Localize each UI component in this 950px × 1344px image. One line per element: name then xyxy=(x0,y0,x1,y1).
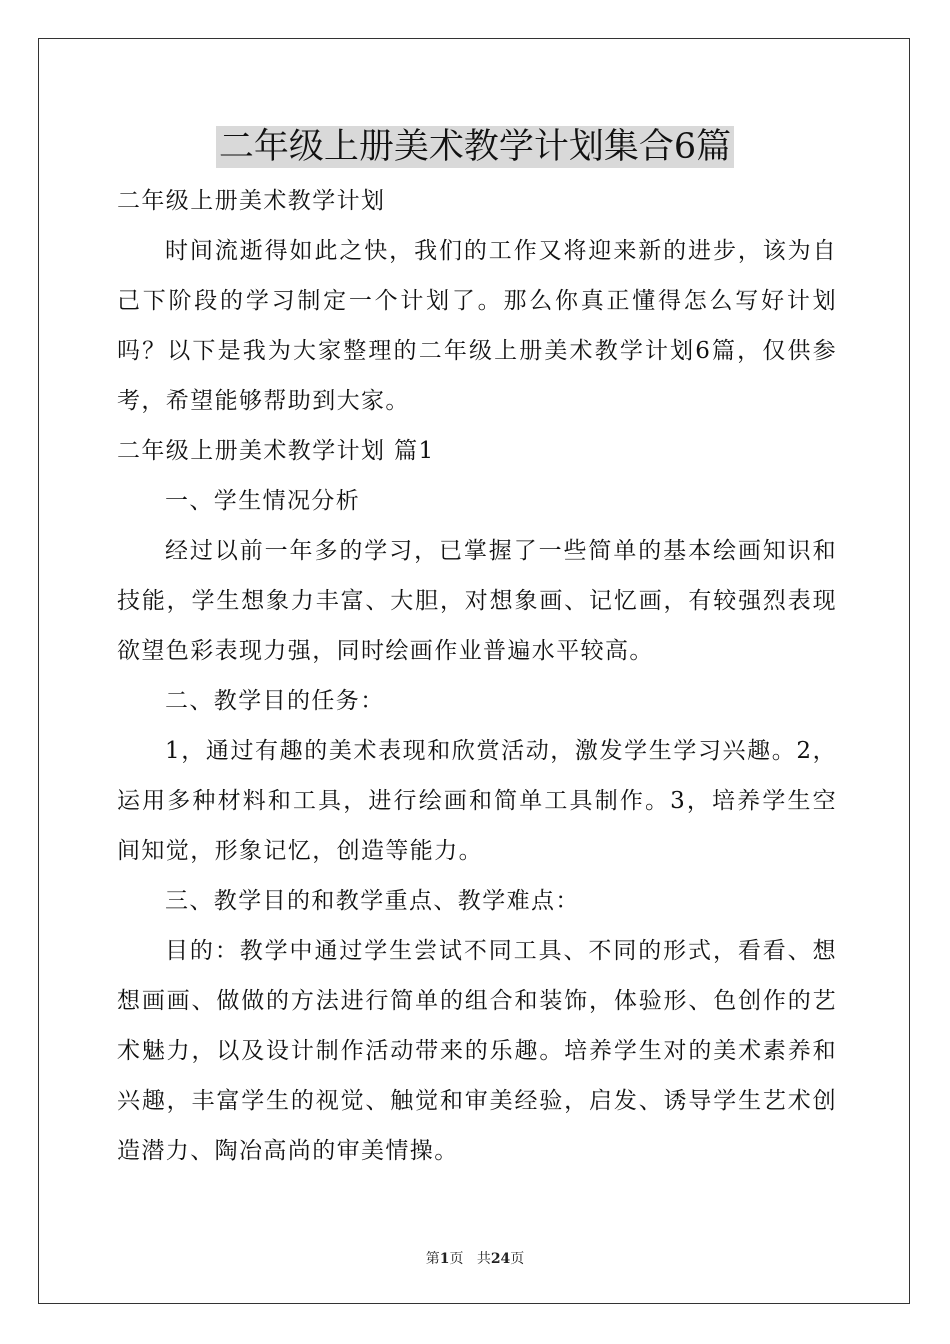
total-pages: 24 xyxy=(490,1251,511,1267)
subtitle: 二年级上册美术教学计划 xyxy=(117,188,386,214)
title-wrap xyxy=(0,126,950,168)
heading-student-analysis: 一、学生情况分析 xyxy=(165,488,361,514)
document-title: 二年级上册美术教学计划集合6篇 xyxy=(216,126,734,168)
page-number: 1 xyxy=(439,1251,450,1267)
document-body xyxy=(117,176,837,1176)
section-heading: 二年级上册美术教学计划 篇1 xyxy=(117,438,435,464)
heading-teaching-tasks: 二、教学目的任务： xyxy=(165,688,385,714)
total-suffix: 页 xyxy=(510,1251,525,1267)
intro-paragraph: 时间流逝得如此之快，我们的工作又将迎来新的进步，该为自己下阶段的学习制定一个计划了。那么你真正懂得怎么写好计划吗？以下是我为大家整理的二年级上册美术教学计划6篇，仅供参考，希望能够帮助到大家。 xyxy=(117,238,837,414)
total-prefix: 共 xyxy=(476,1251,491,1267)
page-footer xyxy=(0,1248,950,1268)
page-prefix: 第 xyxy=(425,1251,440,1267)
paragraph-teaching-tasks: 1，通过有趣的美术表现和欣赏活动，激发学生学习兴趣。2，运用多种材料和工具，进行绘画和简单工具制作。3，培养学生空间知觉，形象记忆，创造等能力。 xyxy=(117,738,837,864)
paragraph-teaching-goals: 目的：教学中通过学生尝试不同工具、不同的形式，看看、想想画画、做做的方法进行简单的组合和装饰，体验形、色创作的艺术魅力，以及设计制作活动带来的乐趣。培养学生对的美术素养和兴趣，丰富学生的视觉、触觉和审美经验，启发、诱导学生艺术创造潜力、陶冶高尚的审美情操。 xyxy=(117,938,837,1164)
page-suffix: 页 xyxy=(449,1251,464,1267)
heading-teaching-goals: 三、教学目的和教学重点、教学难点： xyxy=(165,888,580,914)
paragraph-student-analysis: 经过以前一年多的学习，已掌握了一些简单的基本绘画知识和技能，学生想象力丰富、大胆，对想象画、记忆画，有较强烈表现欲望色彩表现力强，同时绘画作业普遍水平较高。 xyxy=(117,538,837,664)
